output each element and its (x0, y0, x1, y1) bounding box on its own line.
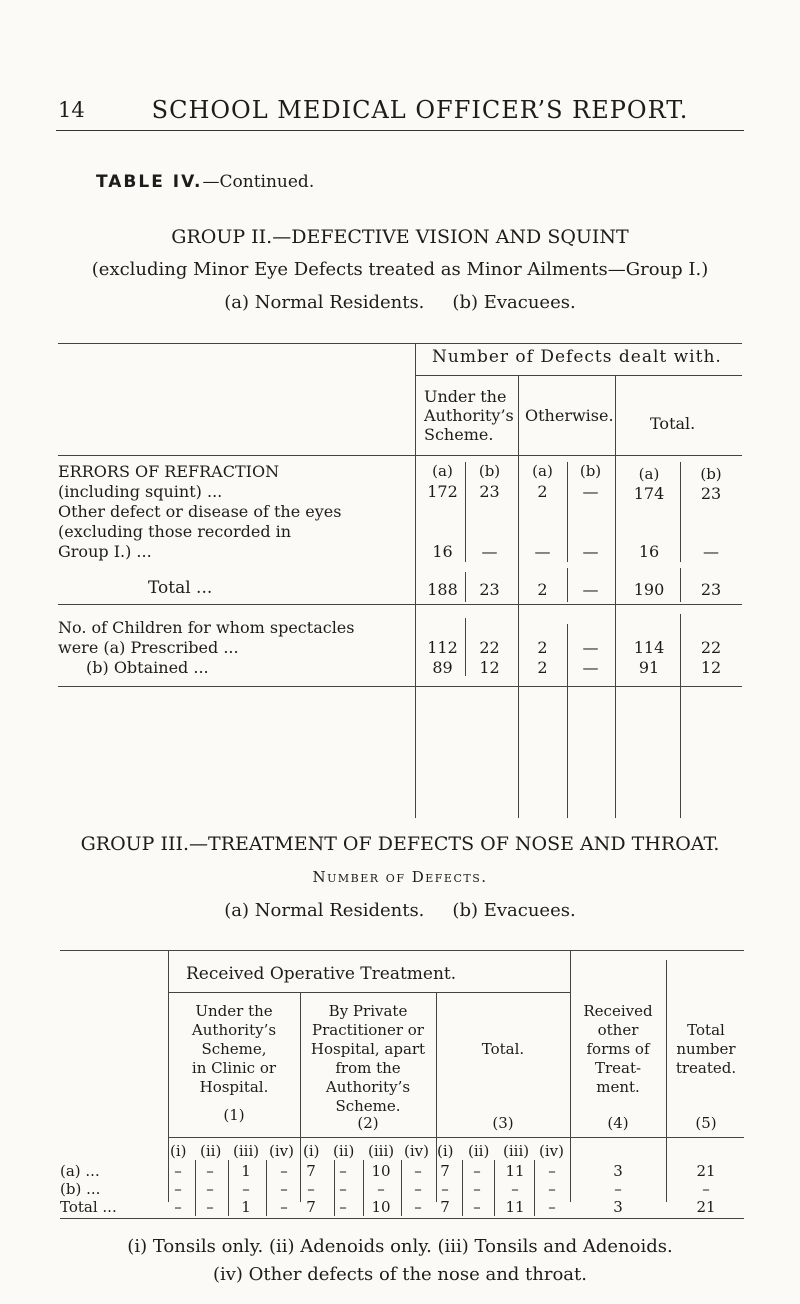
g2-row5-label: (b) Obtained ... (86, 658, 209, 677)
g3-col4-line5: ment. (596, 1078, 640, 1096)
g3-sub-1-ii: (ii) (200, 1142, 222, 1160)
g2-row4-label-2: were (a) Prescribed ... (58, 638, 239, 657)
g2-row2-v4: — (582, 542, 599, 561)
g2-row4-v2: 22 (479, 638, 500, 657)
g2-total-v4: — (582, 580, 599, 599)
g2-a-3: (a) (638, 465, 660, 483)
g2-col-under-3: Scheme. (424, 425, 494, 444)
g3-cell: 21 (696, 1198, 716, 1216)
g3-sub-separator (266, 1160, 267, 1216)
g2-col-under-2: Authority’s (424, 406, 514, 425)
g2-row5-v4: — (582, 658, 599, 677)
g2-bottom-rule (58, 686, 742, 687)
g3-sub-separator (228, 1160, 229, 1216)
g3-cell: 11 (505, 1162, 525, 1180)
g2-row1-label-1: ERRORS OF REFRACTION (58, 462, 280, 481)
g3-col1-line3: Scheme, (201, 1040, 267, 1058)
g3-sub-separator (363, 1160, 364, 1216)
group2-subheading: (excluding Minor Eye Defects treated as Minor Ailments—Group I.) (91, 259, 709, 280)
g2-a-2: (a) (532, 462, 553, 480)
g2-total-rule (58, 604, 742, 605)
g2-ab-divider-1 (465, 462, 466, 562)
g3-col1-num: (1) (223, 1106, 245, 1124)
g3-sub-separator (334, 1160, 335, 1216)
g2-total-v5: 190 (633, 580, 665, 599)
g2-top-rule (58, 343, 742, 344)
group3-subheading: Number of Defects. (312, 868, 488, 886)
g3-cell: – (614, 1180, 622, 1198)
g3-cell: – (242, 1180, 250, 1198)
g3-sub-separator (494, 1160, 495, 1216)
g3-sub-separator (401, 1160, 402, 1216)
g2-row4-v6: 22 (700, 638, 722, 657)
g3-col2-line6: Scheme. (335, 1097, 401, 1115)
g3-sub-1-iv: (iv) (269, 1142, 294, 1160)
g2-header-rule (58, 455, 742, 456)
g3-cell: – (339, 1198, 347, 1216)
g3-cell: – (206, 1198, 214, 1216)
g3-sub-2-iii: (iii) (368, 1142, 395, 1160)
g3-col4-line1: Received (583, 1002, 653, 1020)
g3-cell: 21 (696, 1162, 716, 1180)
g3-header-rule (168, 1137, 744, 1138)
g2-row5-v5: 91 (638, 658, 660, 677)
header-rule (56, 130, 744, 131)
g3-cell: – (414, 1198, 422, 1216)
g3-footnote-1: (i) Tonsils only. (ii) Adenoids only. (iii) Tonsils and Adenoids. (127, 1236, 673, 1257)
g2-row2-v3: — (534, 542, 551, 561)
g2-vline-1 (415, 343, 416, 818)
g2-col-under-1: Under the (424, 387, 507, 406)
g3-cell: 1 (241, 1198, 251, 1216)
g3-sub-2-ii: (ii) (333, 1142, 355, 1160)
g2-row1-v3: 2 (537, 482, 548, 501)
g3-cell: – (377, 1180, 385, 1198)
g3-cell: 11 (505, 1198, 525, 1216)
g3-cell: – (339, 1180, 347, 1198)
g3-top-rule (60, 950, 744, 951)
g3-col4-line4: Treat- (594, 1059, 642, 1077)
g2-row4-v5: 114 (633, 638, 665, 657)
g3-sub-1-i: (i) (170, 1142, 187, 1160)
g2-total-v6: 23 (700, 580, 722, 599)
g3-sub-separator (195, 1160, 196, 1216)
g3-cell: – (174, 1198, 182, 1216)
g2-row1-v4: — (582, 482, 599, 501)
g3-cell: 7 (306, 1198, 316, 1216)
g3-col4-line3: forms of (586, 1040, 650, 1058)
g2-total-v2: 23 (479, 580, 500, 599)
g2-row4-v1: 112 (427, 638, 458, 657)
g2-b-2: (b) (579, 462, 602, 480)
g2-row4-v4: — (582, 638, 599, 657)
g2-total-label: Total ... (148, 578, 213, 598)
g3-sub-2-i: (i) (303, 1142, 320, 1160)
g3-sub-3-iv: (iv) (539, 1142, 564, 1160)
g3-cell: – (702, 1180, 710, 1198)
g2-spec-divider-3 (680, 614, 681, 818)
g2-vline-3 (615, 375, 616, 818)
g3-cell: 3 (613, 1162, 623, 1180)
g3-cell: – (307, 1180, 315, 1198)
g3-col3-num: (3) (492, 1114, 514, 1132)
table-title-label: TABLE IV. (96, 172, 203, 192)
g2-row2-v2: — (481, 542, 498, 561)
g3-cell: – (280, 1162, 288, 1180)
g3-cell: – (511, 1180, 519, 1198)
g2-total-divider-3 (680, 568, 681, 602)
g3-cell: 10 (371, 1162, 391, 1180)
g2-spec-divider-1 (465, 618, 466, 676)
g3-col2-line5: Authority’s (325, 1078, 411, 1096)
g3-cell: – (174, 1180, 182, 1198)
g3-cell: – (280, 1198, 288, 1216)
group2-res-b: (b) Evacuees. (452, 292, 576, 313)
g2-row5-v1: 89 (432, 658, 453, 677)
g2-super-header: Number of Defects dealt with. (432, 347, 722, 367)
g2-row2-v6: — (703, 542, 719, 561)
g3-col1-line5: Hospital. (199, 1078, 269, 1096)
g2-row1-v2: 23 (479, 482, 500, 501)
g2-ab-divider-3 (680, 462, 681, 562)
g3-cell: – (414, 1162, 422, 1180)
g2-total-v3: 2 (537, 580, 548, 599)
g3-cell: 1 (241, 1162, 251, 1180)
group2-res-a: (a) Normal Residents. (224, 292, 425, 313)
g3-col5-line1: Total (687, 1021, 725, 1039)
g3-cell: – (206, 1162, 214, 1180)
g3-col5-line2: number (676, 1040, 736, 1058)
g3-col3-line1: Total. (481, 1040, 525, 1058)
g3-bottom-rule (60, 1218, 744, 1219)
g2-row5-v2: 12 (479, 658, 500, 677)
g3-cell: – (280, 1180, 288, 1198)
g3-sub-2-iv: (iv) (404, 1142, 429, 1160)
g3-sub-separator (534, 1160, 535, 1216)
running-title: SCHOOL MEDICAL OFFICER’S REPORT. (151, 96, 689, 124)
g3-cell: – (548, 1180, 556, 1198)
g3-cell: 7 (440, 1162, 450, 1180)
group3-heading: GROUP III.—TREATMENT OF DEFECTS OF NOSE AND THROAT. (80, 833, 720, 855)
g3-cell: – (473, 1198, 481, 1216)
g3-col2-line4: from the (335, 1059, 401, 1077)
g3-col2-line3: Hospital, apart (310, 1040, 426, 1058)
g3-col1-line1: Under the (195, 1002, 273, 1020)
group2-resident-types (0, 292, 800, 313)
g2-b-3: (b) (700, 465, 722, 483)
g3-row-b-label: (b) ... (60, 1180, 101, 1198)
g3-cell: – (441, 1180, 449, 1198)
g2-row2-v5: 16 (638, 542, 660, 561)
g3-col1-line2: Authority’s (191, 1021, 277, 1039)
g3-cell: 10 (371, 1198, 391, 1216)
g2-col-otherwise: Otherwise. (525, 406, 614, 425)
group2-heading: GROUP II.—DEFECTIVE VISION AND SQUINT (171, 226, 629, 248)
g3-footnote-2: (iv) Other defects of the nose and throat. (212, 1264, 587, 1285)
g3-col2-line2: Practitioner or (312, 1021, 424, 1039)
table-title-continued: —Continued. (202, 172, 315, 192)
g3-col4-num: (4) (607, 1114, 629, 1132)
g2-row1-label-2: (including squint) ... (58, 482, 223, 501)
g3-col1-line4: in Clinic or (191, 1059, 277, 1077)
g3-sub-3-i: (i) (437, 1142, 454, 1160)
g2-total-v1: 188 (427, 580, 458, 599)
g2-row1-v1: 172 (427, 482, 458, 501)
g3-cell: – (206, 1180, 214, 1198)
g2-row4-label-1: No. of Children for whom spectacles (58, 618, 355, 637)
g2-row2-label-2: (excluding those recorded in (58, 522, 292, 541)
g2-row1-v5: 174 (633, 484, 665, 503)
g3-sub-3-iii: (iii) (503, 1142, 530, 1160)
g2-row4-v3: 2 (537, 638, 548, 657)
g2-total-divider-1 (465, 572, 466, 602)
g3-col2-num: (2) (357, 1114, 379, 1132)
g3-sub-separator (462, 1160, 463, 1216)
g2-row5-v3: 2 (537, 658, 548, 677)
g2-row1-v6: 23 (700, 484, 722, 503)
g3-sub-3-ii: (ii) (468, 1142, 490, 1160)
g2-vline-2 (518, 375, 519, 818)
g3-col2-line1: By Private (328, 1002, 408, 1020)
g2-row2-label-1: Other defect or disease of the eyes (58, 502, 342, 521)
g2-col-total: Total. (650, 414, 696, 433)
g2-row2-label-3: Group I.) ... (58, 542, 152, 561)
g2-super-rule (415, 375, 742, 376)
g3-super-header: Received Operative Treatment. (186, 964, 457, 984)
g3-row-a-label: (a) ... (60, 1162, 100, 1180)
g2-b-1: (b) (478, 462, 501, 480)
group3-res-a: (a) Normal Residents. (224, 900, 425, 921)
g3-cell: – (174, 1162, 182, 1180)
g3-col5-line3: treated. (675, 1059, 737, 1077)
g3-cell: – (548, 1162, 556, 1180)
g2-row2-v1: 16 (432, 542, 453, 561)
g3-cell: – (473, 1162, 481, 1180)
g3-col5-num: (5) (695, 1114, 717, 1132)
g3-col4-line2: other (597, 1021, 639, 1039)
group3-resident-types (0, 900, 800, 921)
g3-cell: – (548, 1198, 556, 1216)
g3-super-rule (168, 992, 570, 993)
g3-sub-1-iii: (iii) (233, 1142, 260, 1160)
g3-cell: – (414, 1180, 422, 1198)
g3-cell: 3 (613, 1198, 623, 1216)
page-number: 14 (58, 98, 85, 122)
group3-res-b: (b) Evacuees. (452, 900, 576, 921)
g3-cell: – (473, 1180, 481, 1198)
g3-row-total-label: Total ... (60, 1198, 117, 1216)
g3-cell: 7 (306, 1162, 316, 1180)
g3-vline-4 (666, 960, 667, 1202)
g3-cell: – (339, 1162, 347, 1180)
g2-a-1: (a) (432, 462, 453, 480)
table-title (96, 172, 314, 192)
g2-row5-v6: 12 (700, 658, 722, 677)
g3-cell: 7 (440, 1198, 450, 1216)
